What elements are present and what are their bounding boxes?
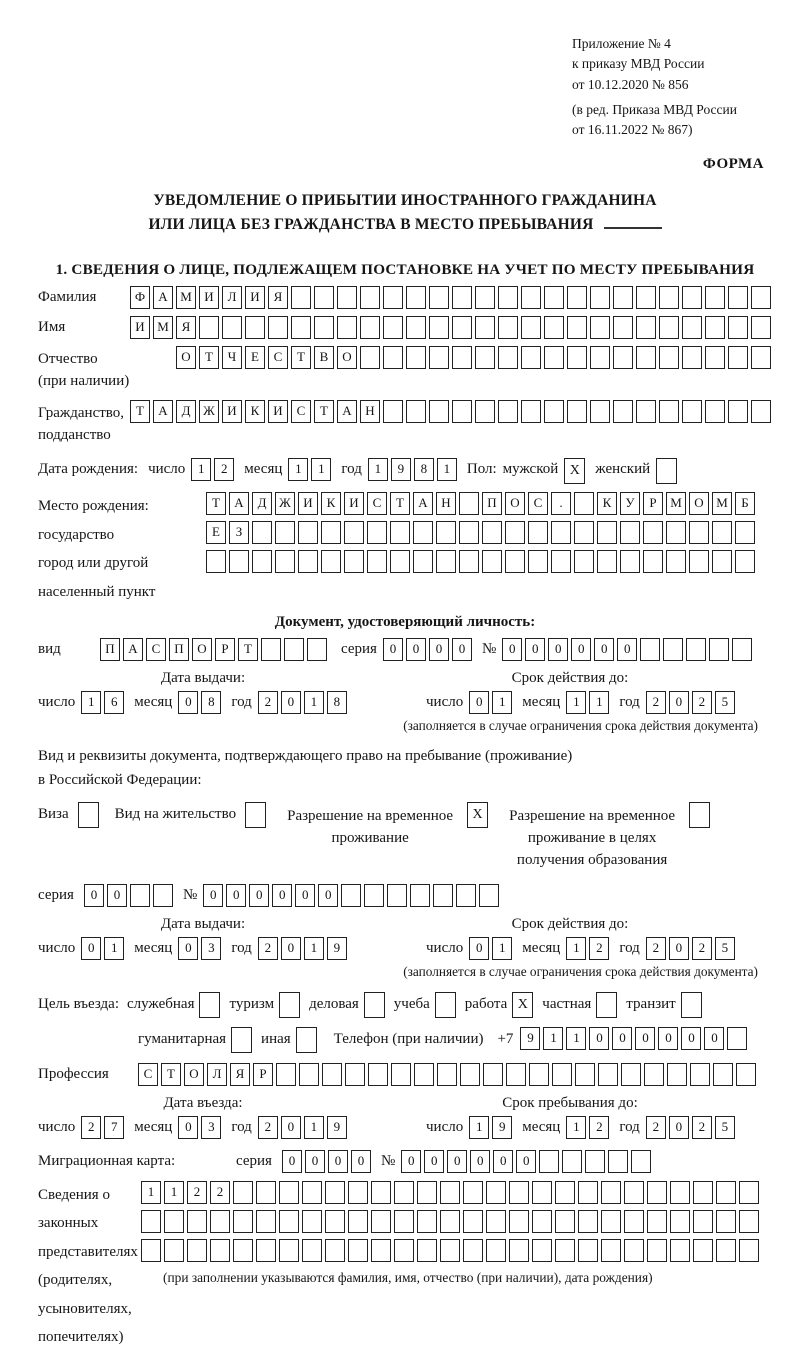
month-label: месяц [244, 461, 283, 478]
residence-number-label: № [182, 886, 198, 903]
stay-day-boxes[interactable]: 1 9 [469, 1116, 512, 1139]
birth-place-row-1[interactable]: Т А Д Ж И К И С Т А Н П О С . К У Р М О М Б [206, 492, 755, 515]
valid-day-boxes[interactable]: 0 1 [469, 691, 512, 714]
entry-year-boxes[interactable]: 2 0 1 9 [258, 1116, 347, 1139]
header-line-2: к приказу МВД России [572, 56, 705, 72]
purpose-study-checkbox[interactable] [435, 992, 456, 1018]
representatives-row-3[interactable] [141, 1239, 759, 1262]
doc-kind-label: вид [38, 641, 61, 658]
migration-number-label: № [380, 1152, 396, 1169]
migration-series-label: серия [236, 1152, 272, 1169]
legal-header [572, 34, 772, 140]
entry-stay-dates [38, 1095, 772, 1139]
issue-month-boxes[interactable]: 0 8 [178, 691, 221, 714]
field-identity-doc [38, 638, 772, 661]
field-migration-card [38, 1150, 772, 1173]
identity-valid-date: число 0 1 месяц 1 1 год 2 0 2 5 [426, 691, 772, 714]
field-birth-place [38, 492, 772, 606]
representatives-row-2[interactable] [141, 1210, 759, 1233]
citizenship-label: Гражданство, подданство [38, 404, 125, 443]
valid-year-boxes[interactable]: 2 0 2 5 [646, 691, 735, 714]
migration-number-boxes[interactable]: 0 0 0 0 0 0 [401, 1150, 651, 1173]
temp-residence-education-checkbox[interactable] [689, 802, 710, 828]
option-temp-residence-education: Разрешение на временное проживание в целях получения образования [504, 802, 710, 871]
issue-day-boxes[interactable]: 1 6 [81, 691, 124, 714]
purpose-humanitarian: гуманитарная [138, 1027, 252, 1053]
profession-boxes[interactable]: С Т О Л Я Р [138, 1063, 756, 1086]
form-title [38, 189, 772, 237]
purpose-official-checkbox[interactable] [199, 992, 220, 1018]
residence-number-boxes[interactable]: 0 0 0 0 0 0 [203, 884, 499, 907]
purpose-official: служебная [127, 992, 221, 1018]
field-profession [38, 1063, 772, 1086]
birth-month-boxes[interactable]: 1 1 [288, 458, 331, 481]
entry-day-boxes[interactable]: 2 7 [81, 1116, 124, 1139]
title-line-2: ИЛИ ЛИЦА БЕЗ ГРАЖДАНСТВА В МЕСТО ПРЕБЫВАНИЯ [148, 216, 594, 234]
residence-doc-intro: Вид и реквизиты документа, подтверждающего право на пребывание (проживание) в Российской Федерации: [38, 748, 573, 789]
day-label: число [148, 461, 186, 478]
option-visa: Виза [38, 802, 99, 828]
forma-label: ФОРМА [702, 156, 764, 173]
residence-valid-year[interactable]: 2 0 2 5 [646, 937, 735, 960]
stay-month-boxes[interactable]: 1 2 [566, 1116, 609, 1139]
option-residence-permit: Вид на жительство [115, 802, 266, 828]
given-name-label: Имя [38, 319, 66, 336]
residence-issue-date: число 0 1 месяц 0 3 год 2 0 1 9 [38, 937, 368, 960]
purpose-row-1 [38, 992, 772, 1018]
residence-issue-day[interactable]: 0 1 [81, 937, 124, 960]
field-representatives [38, 1181, 772, 1352]
purpose-tourism: туризм [229, 992, 300, 1018]
given-name-boxes[interactable]: И М Я [130, 316, 771, 339]
identity-doc-heading: Документ, удостоверяющий личность: [274, 614, 536, 631]
purpose-tourism-checkbox[interactable] [279, 992, 300, 1018]
doc-number-label: № [481, 641, 497, 658]
valid-until-heading: Срок действия до: [511, 670, 629, 687]
identity-limited-note: (заполняется в случае ограничения срока действия документа) [403, 718, 758, 734]
residence-valid-date: число 0 1 месяц 1 2 год 2 0 2 5 [426, 937, 772, 960]
purpose-transit: транзит [626, 992, 701, 1018]
valid-month-boxes[interactable]: 1 1 [566, 691, 609, 714]
year-label: год [341, 461, 362, 478]
representatives-boxes [141, 1181, 772, 1286]
phone-prefix: +7 [497, 1030, 514, 1047]
residence-doc-series-number [38, 884, 772, 907]
title-line-2-wrap [38, 213, 772, 237]
purpose-row-2 [38, 1027, 772, 1053]
field-citizenship [38, 400, 772, 447]
field-birth-date [38, 458, 772, 484]
field-patronymic [38, 346, 772, 393]
purpose-business: деловая [309, 992, 385, 1018]
header-revision-note [572, 100, 772, 141]
patronymic-label: Отчество (при наличии) [38, 351, 130, 390]
entry-date-heading: Дата въезда: [163, 1094, 243, 1111]
purpose-other: иная [261, 1027, 317, 1053]
phone-label: Телефон (при наличии) [333, 1030, 484, 1047]
gender-female-checkbox[interactable] [656, 458, 677, 484]
gender-label: Пол: [466, 461, 497, 478]
birth-place-labels: Место рождения: государство город или другой населенный пункт [38, 498, 156, 600]
entry-month-boxes[interactable]: 0 3 [178, 1116, 221, 1139]
field-surname [38, 286, 772, 309]
surname-boxes[interactable]: Ф А М И Л И Я [130, 286, 771, 309]
revision-line-2: от 16.11.2022 № 867) [572, 122, 693, 137]
patronymic-boxes[interactable]: О Т Ч Е С Т В О [176, 346, 771, 369]
doc-kind-boxes[interactable]: П А С П О Р Т [100, 638, 327, 661]
title-underline [604, 214, 662, 229]
residence-doc-options [38, 802, 772, 871]
surname-label: Фамилия [38, 289, 97, 306]
residence-series-label: серия [38, 886, 74, 903]
birth-date-label: Дата рождения: [38, 461, 139, 478]
purpose-private-checkbox[interactable] [596, 992, 617, 1018]
entry-date: число 2 7 месяц 0 3 год 2 0 1 9 [38, 1116, 368, 1139]
header-line-3: от 10.12.2020 № 856 [572, 76, 689, 92]
gender-male-label: мужской [502, 461, 559, 478]
gender-male-checkbox[interactable]: X [564, 458, 585, 484]
residence-series-boxes[interactable]: 0 0 [84, 884, 173, 907]
gender-female-label: женский [595, 461, 651, 478]
residence-limited-note: (заполняется в случае ограничения срока действия документа) [403, 963, 758, 979]
temp-residence-checkbox[interactable]: X [467, 802, 488, 828]
representatives-labels: Сведения о законных представителях (родителях, усыновителях, попечителях) [38, 1186, 138, 1346]
residence-doc-dates [38, 916, 772, 960]
migration-series-boxes[interactable]: 0 0 0 0 [282, 1150, 371, 1173]
purpose-label: Цель въезда: [38, 995, 119, 1012]
birth-place-row-3[interactable] [206, 550, 755, 573]
birth-year-boxes[interactable]: 1 9 8 1 [368, 458, 457, 481]
purpose-business-checkbox[interactable] [364, 992, 385, 1018]
purpose-other-checkbox[interactable] [296, 1027, 317, 1053]
header-line-1: Приложение № 4 [572, 36, 671, 51]
stay-until-date: число 1 9 месяц 1 2 год 2 0 2 5 [426, 1116, 772, 1139]
identity-doc-dates [38, 670, 772, 714]
issue-date-heading: Дата выдачи: [160, 670, 246, 687]
identity-issue-date: число 1 6 месяц 0 8 год 2 0 1 8 [38, 691, 368, 714]
field-given-name [38, 316, 772, 339]
option-temp-residence: Разрешение на временное проживание X [282, 802, 488, 850]
residence-valid-day[interactable]: 0 1 [469, 937, 512, 960]
residence-valid-month[interactable]: 1 2 [566, 937, 609, 960]
doc-number-boxes[interactable]: 0 0 0 0 0 0 [502, 638, 752, 661]
doc-series-label: серия [341, 641, 377, 658]
residence-issue-heading: Дата выдачи: [160, 915, 246, 932]
residence-valid-heading: Срок действия до: [511, 915, 629, 932]
stay-until-heading: Срок пребывания до: [502, 1094, 638, 1111]
residence-permit-checkbox[interactable] [245, 802, 266, 828]
representatives-note: (при заполнении указываются фамилия, имя, отчество (при наличии), дата рождения) [163, 1269, 653, 1285]
phone-boxes[interactable]: 9 1 1 0 0 0 0 0 0 [520, 1027, 747, 1050]
purpose-study: учеба [394, 992, 456, 1018]
birth-place-boxes [206, 492, 772, 578]
purpose-humanitarian-checkbox[interactable] [231, 1027, 252, 1053]
section1-heading: 1. СВЕДЕНИЯ О ЛИЦЕ, ПОДЛЕЖАЩЕМ ПОСТАНОВКЕ НА УЧЕТ ПО МЕСТУ ПРЕБЫВАНИЯ [55, 261, 755, 279]
citizenship-boxes[interactable]: Т А Д Ж И К И С Т А Н [130, 400, 771, 423]
issue-year-boxes[interactable]: 2 0 1 8 [258, 691, 347, 714]
residence-issue-month[interactable]: 0 3 [178, 937, 221, 960]
title-line-1: УВЕДОМЛЕНИЕ О ПРИБЫТИИ ИНОСТРАННОГО ГРАЖДАНИНА [153, 192, 657, 210]
visa-checkbox[interactable] [78, 802, 99, 828]
purpose-work-checkbox[interactable]: X [512, 992, 533, 1018]
birth-day-boxes[interactable]: 1 2 [191, 458, 234, 481]
purpose-transit-checkbox[interactable] [681, 992, 702, 1018]
representatives-row-1[interactable]: 1 1 2 2 [141, 1181, 759, 1204]
birth-place-row-2[interactable]: Е З [206, 521, 755, 544]
residence-issue-year[interactable]: 2 0 1 9 [258, 937, 347, 960]
purpose-work: работа X [465, 992, 534, 1018]
purpose-private: частная [542, 992, 617, 1018]
profession-label: Профессия [38, 1065, 109, 1082]
doc-series-boxes[interactable]: 0 0 0 0 [383, 638, 472, 661]
migration-card-label: Миграционная карта: [38, 1152, 176, 1169]
revision-line-1: (в ред. Приказа МВД России [572, 101, 737, 117]
stay-year-boxes[interactable]: 2 0 2 5 [646, 1116, 735, 1139]
